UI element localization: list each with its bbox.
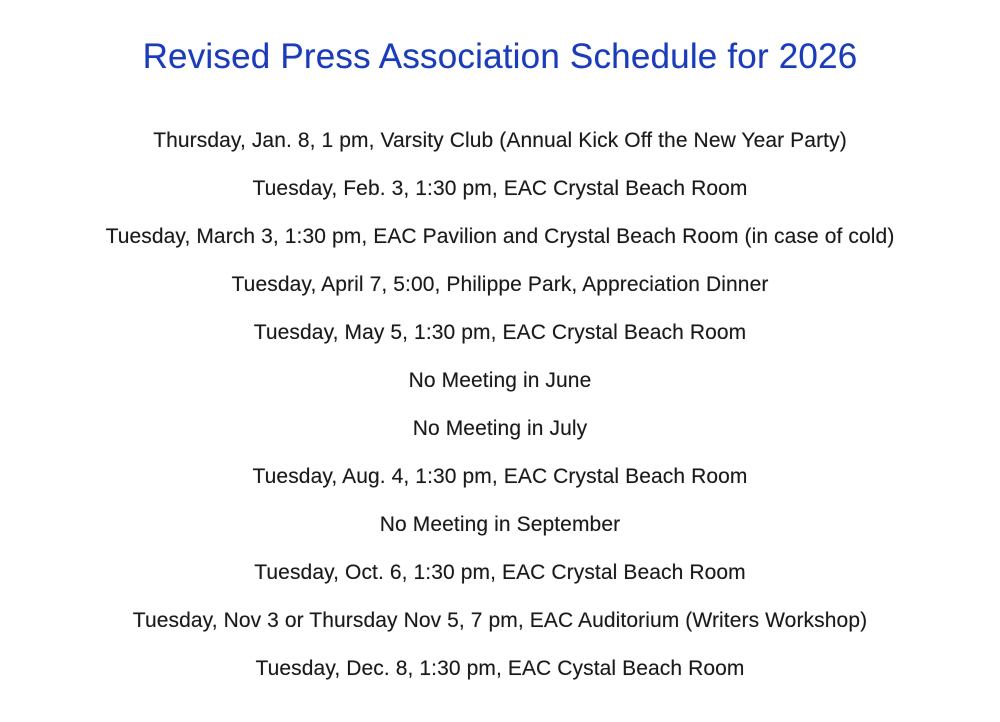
schedule-line-february: Tuesday, Feb. 3, 1:30 pm, EAC Crystal Beach Room	[252, 177, 748, 200]
schedule-line-december: Tuesday, Dec. 8, 1:30 pm, EAC Cystal Beach Room	[255, 657, 745, 680]
schedule-line-september: No Meeting in September	[379, 513, 621, 536]
schedule-list	[0, 117, 1000, 693]
schedule-line-october: Tuesday, Oct. 6, 1:30 pm, EAC Crystal Beach Room	[254, 561, 746, 584]
page-title: Revised Press Association Schedule for 2026	[142, 37, 858, 76]
schedule-line-may: Tuesday, May 5, 1:30 pm, EAC Crystal Beach Room	[253, 321, 747, 344]
schedule-line-july: No Meeting in July	[412, 417, 588, 440]
schedule-line-march: Tuesday, March 3, 1:30 pm, EAC Pavilion and Crystal Beach Room (in case of cold)	[105, 225, 895, 248]
schedule-line-april: Tuesday, April 7, 5:00, Philippe Park, Appreciation Dinner	[231, 273, 769, 296]
schedule-line-january: Thursday, Jan. 8, 1 pm, Varsity Club (Annual Kick Off the New Year Party)	[153, 129, 847, 152]
schedule-line-november: Tuesday, Nov 3 or Thursday Nov 5, 7 pm, EAC Auditorium (Writers Workshop)	[132, 609, 868, 632]
schedule-line-august: Tuesday, Aug. 4, 1:30 pm, EAC Crystal Beach Room	[252, 465, 748, 488]
schedule-line-june: No Meeting in June	[408, 369, 592, 392]
